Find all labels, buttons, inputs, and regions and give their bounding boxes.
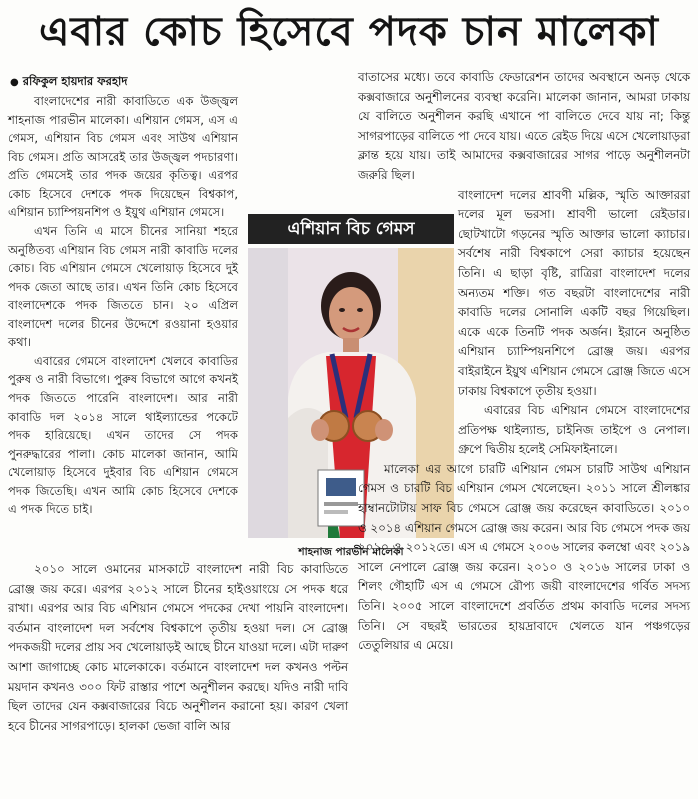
photo-title-banner: এশিয়ান বিচ গেমস <box>248 214 454 244</box>
column-left <box>8 72 238 519</box>
bullet-icon: ● <box>10 77 19 88</box>
photo-caption: শাহনাজ পারভীন মালেকা <box>298 546 404 558</box>
paragraph: ২০১০ সালে ওমানের মাসকাটে বাংলাদেশ নারী বিচ কাবাডিতে ব্রোঞ্জ জয় করে। এরপর ২০১২ সালে চীনের হাইওয়াংয়ে সে পদক ধরে রাখা। এরপর আর বিচ এশিয়ান গেমসে পদকের দেখা পায়নি বাংলাদেশ। বর্তমান বাংলাদেশ দল সর্বশেষ বিশ্বকাপে তৃতীয় হওয়া দল। সে ব্রোঞ্জ পদকজয়ী দলের প্রায় সব খেলোয়াড়ই আছে চীনে যাওয়া দলে। এটা দারুণ আশা জাগাচ্ছে কোচ মালেকাকে। বর্তমানে বাংলাদেশ দল কখনও পল্টন ময়দান কখনও ৩০০ ফিট রাস্তার পাশে অনুশীলন করছে। যদিও নারী দাবি ছিল তাদের যেন কক্সবাজারের বিচে অনুশীলন করানো হয়। কারণ খেলা হবে চীনের সাগরপাড়ে। হালকা ভেজা বালি আর <box>8 562 349 733</box>
headline: এবার কোচ হিসেবে পদক চান মালেকা <box>38 9 660 55</box>
column-right <box>358 68 690 656</box>
paragraph: এবারের গেমসে বাংলাদেশ খেলবে কাবাডির পুরুষ ও নারী বিভাগে। পুরুষ বিভাগে আগে কখনই পদক জিততে পারেনি বাংলাদেশ। আর নারী কাবাডি দল ২০১৪ সালে থাইল্যান্ডের পকেটে পদক হারিয়েছে। এখন তাদের সে পদক পুনরুদ্ধারের পালা। কোচ মালেকা জানান, আমি খেলোয়াড় হিসেবে দুইবার বিচ এশিয়ান গেমসে পদক জিতেছি। এখন আমি কোচ হিসেবে দেশকে এ পদক দিতে চাই। <box>8 353 238 517</box>
paragraph: বাংলাদেশের নারী কাবাডিতে এক উজ্জ্বল শাহনাজ পারভীন মালেকা। এশিয়ান গেমস, এস এ গেমস, এশিয়ান বিচ গেমস এবং সাউথ এশিয়ান বিচ গেমস। প্রতি আসরেই তার উজ্জ্বল পদচারণা। প্রতি গেমসেই তার পদক জয়ের কৃতিত্ব। এরপর কোচ হিসেবে দেশকে পদক দিয়েছেন বিশ্বকাপ, এশিয়ান চ্যাম্পিয়নশিপ ও ইয়ুথ এশিয়ান গেমসে। <box>8 94 238 220</box>
paragraph: মালেকা এর আগে চারটি এশিয়ান গেমস চারটি সাউথ এশিয়ান গেমস ও চারটি বিচ এশিয়ান গেমস খেলেছেন। ২০১১ সালে শ্রীলঙ্কার হাম্বানটোটায় সাফ বিচ গেমসে ব্রোঞ্জ জয় করেছেন কাবাডিতে। ২০১০ ও ২০১৪ এশিয়ান গেমসে ব্রোঞ্জ জয় করেন। আর বিচ গেমসে পদক জয় ২০১০ ও ২০১২তে। এস এ গেমসে ২০০৬ সালের কলম্বো এবং ২০১৯ সালে নেপালে ব্রোঞ্জ জয় করেন। ২০১০ ও ২০১৬ সালের ঢাকা ও শিলং গৌহাটি এস এ গেমসে রৌপ্য জয়ী বাংলাদেশের গর্বিত সদস্য তিনি। ২০০৫ সালে বাংলাদেশে প্রবর্তিত প্রথম কাবাডি দলের সদস্য তিনি। সে বছরই ভারতের হায়দ্রাবাদে খেলতে যান পঞ্চগড়ের তেতুলিয়ার এ মেয়ে। <box>358 461 690 653</box>
paragraph: এখন তিনি এ মাসে চীনের সানিয়া শহরে অনুষ্ঠিতব্য এশিয়ান বিচ গেমস নারী কাবাডি দলের কোচ। বিচ এশিয়ান গেমসে খেলোয়াড় হিসেবে দুই পদক জেতা আছে তার। এখন তিনি কোচ হিসেবে বাংলাদেশকে পদক জিততে চান। ২০ এপ্রিল বাংলাদেশ দলের চীনের উদ্দেশে রওয়ানা হওয়ার কথা। <box>8 223 238 350</box>
bottom-left-block <box>8 560 348 736</box>
paragraph: বাতাসের মধ্যে। তবে কাবাডি ফেডারেশন তাদের অবস্থানে অনড় থেকে কক্সবাজারে অনুশীলনের ব্যবস্থা করেনি। মালেকা জানান, আমরা ঢাকায় যে বালিতে অনুশীলন করছি এখানে পা বালিতে দেবে যায় না; কিন্তু সাগরপাড়ের বালিতে পা দেবে যায়। এতে রেইড দিয়ে এসে খেলোয়াড়রা ক্লান্ত হয়ে যায়। তাই আমাদের কক্সবাজারের সাগর পাড়ে অনুশীলনটা জরুরি ছিল। <box>358 70 690 182</box>
byline <box>10 72 238 92</box>
paragraph: বাংলাদেশ দলের শ্রাবণী মল্লিক, স্মৃতি আক্তাররা দলের মূল ভরসা। শ্রাবণী ভালো রেইডার। ছোটখাটো গড়নের স্মৃতি আক্তার ভালো ক্যাচার। সর্বশেষ নারী বিশ্বকাপে সেরা ক্যাচার হয়েছেন তিনি। এ ছাড়া বৃষ্টি, রাত্রিরা বাংলাদেশ দলের অন্যতম শক্তি। গত বছরটা বাংলাদেশের নারী কাবাডি দলের সোনালি একটি বছর গিয়েছিল। একে একে তিনটি পদক অর্জন। ইরানে অনুষ্ঠিত এশিয়ান চ্যাম্পিয়নশিপে ব্রোঞ্জ জয়। এরপর বাইরাইনে ইয়ুথ এশিয়ান গেমসে ব্রোঞ্জ জিতে এসে ঢাকায় বিশ্বকাপে তৃতীয় হওয়া। <box>458 187 690 398</box>
paragraph: এবারের বিচ এশিয়ান গেমসে বাংলাদেশের প্রতিপক্ষ থাইল্যান্ড, চাইনিজ তাইপে ও নেপাল। গ্রুপে দ্বিতীয় হলেই সেমিফাইনালে। <box>458 403 690 457</box>
byline-author: রফিকুল হায়দার ফরহাদ <box>22 74 128 88</box>
